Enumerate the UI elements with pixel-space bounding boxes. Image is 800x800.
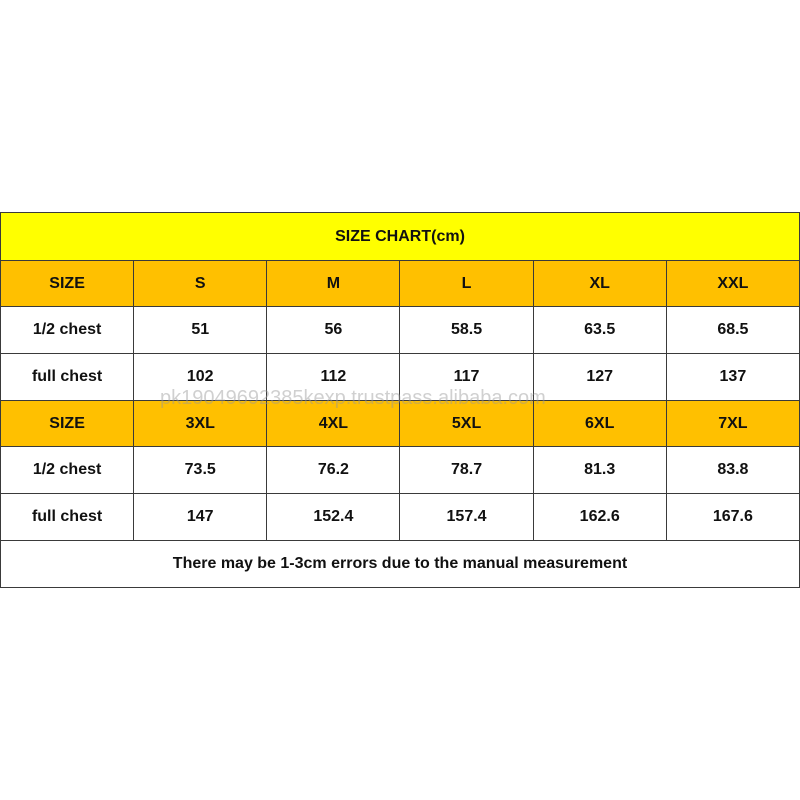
header-cell: S	[134, 261, 267, 307]
table-cell: 56	[267, 307, 400, 354]
table-row	[1, 494, 800, 541]
header-row-1	[1, 261, 800, 307]
header-row-2	[1, 401, 800, 447]
table-cell: 137	[666, 354, 799, 401]
table-cell: 102	[134, 354, 267, 401]
table-cell: 117	[400, 354, 533, 401]
size-chart-table	[0, 212, 800, 588]
header-cell: L	[400, 261, 533, 307]
table-cell: 112	[267, 354, 400, 401]
table-row	[1, 354, 800, 401]
watermark-text: pk1904969238​5kexp.trustpass.alibaba.com	[160, 387, 546, 409]
note-row	[1, 541, 800, 588]
row-label: 1/2 chest	[1, 307, 134, 354]
header-cell: 3XL	[134, 401, 267, 447]
chart-title: SIZE CHART(cm)	[1, 213, 800, 261]
table-cell: 157.4	[400, 494, 533, 541]
header-cell: XXL	[666, 261, 799, 307]
table-cell: 58.5	[400, 307, 533, 354]
header-cell: 6XL	[533, 401, 666, 447]
table-cell: 68.5	[666, 307, 799, 354]
header-cell: SIZE	[1, 401, 134, 447]
size-chart	[0, 212, 800, 588]
table-cell: 73.5	[134, 447, 267, 494]
header-cell: 4XL	[267, 401, 400, 447]
table-cell: 81.3	[533, 447, 666, 494]
row-label: 1/2 chest	[1, 447, 134, 494]
table-cell: 76.2	[267, 447, 400, 494]
table-row	[1, 307, 800, 354]
header-cell: M	[267, 261, 400, 307]
table-cell: 167.6	[666, 494, 799, 541]
row-label: full chest	[1, 494, 134, 541]
header-cell: 5XL	[400, 401, 533, 447]
header-cell: 7XL	[666, 401, 799, 447]
table-row	[1, 447, 800, 494]
table-cell: 147	[134, 494, 267, 541]
measurement-note: There may be 1-3cm errors due to the manual measurement	[1, 541, 800, 588]
table-cell: 83.8	[666, 447, 799, 494]
header-cell: SIZE	[1, 261, 134, 307]
title-row	[1, 213, 800, 261]
table-cell: 51	[134, 307, 267, 354]
table-cell: 162.6	[533, 494, 666, 541]
row-label: full chest	[1, 354, 134, 401]
header-cell: XL	[533, 261, 666, 307]
table-cell: 127	[533, 354, 666, 401]
table-cell: 152.4	[267, 494, 400, 541]
table-cell: 78.7	[400, 447, 533, 494]
table-cell: 63.5	[533, 307, 666, 354]
